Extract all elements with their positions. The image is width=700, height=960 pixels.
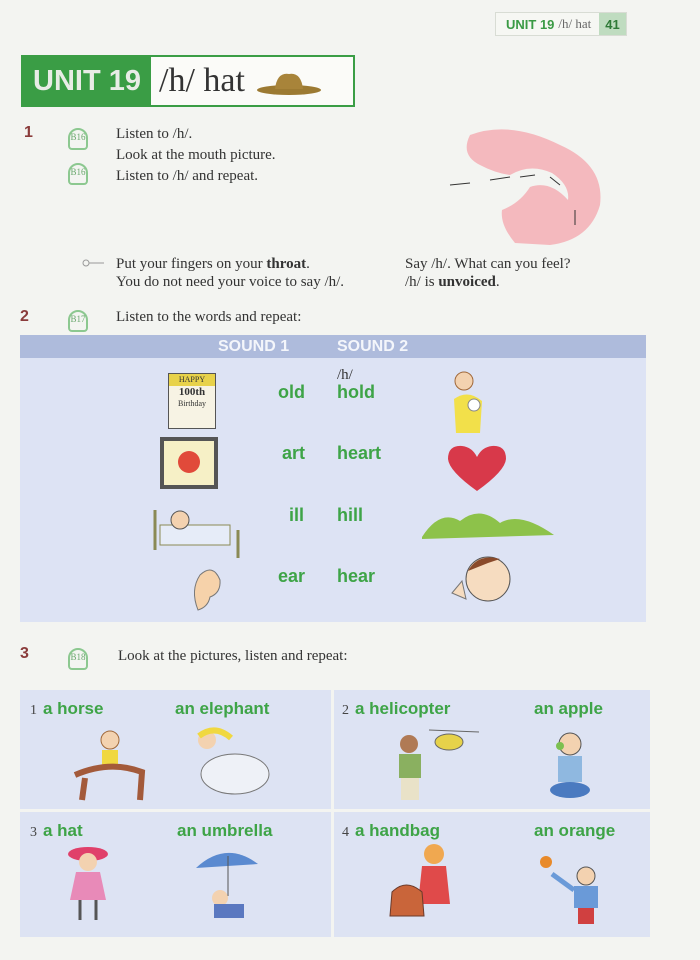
section-2-number: 2	[20, 308, 29, 325]
label-a: a helicopter	[355, 699, 451, 718]
birthday-card-image: HAPPY 100th Birthday	[168, 373, 216, 429]
girl-eating-apple-image	[542, 730, 602, 800]
unit-banner	[21, 55, 355, 107]
label-a: a handbag	[355, 821, 441, 840]
hat-icon	[255, 66, 323, 96]
unit-label: UNIT 19	[23, 57, 151, 105]
label-a: a horse	[43, 699, 104, 718]
section-1-instructions: Listen to /h/. Look at the mouth picture. Listen to /h/ and repeat.	[116, 126, 276, 184]
word-sound1: art	[282, 443, 306, 463]
boy-on-horse-image	[70, 730, 150, 802]
hill-image	[420, 503, 556, 543]
label-b: an elephant	[175, 699, 270, 718]
cd-icon[interactable]: B17	[68, 310, 88, 332]
word-sound1: ill	[289, 505, 305, 525]
word-sound2: hold	[337, 382, 375, 402]
word-sound1: old	[278, 382, 305, 402]
header-sound-1: SOUND 1	[218, 338, 290, 355]
woman-with-handbag-image	[386, 842, 470, 926]
cd-icon[interactable]: B18	[68, 648, 88, 670]
boy-listening-image	[448, 553, 512, 611]
minimal-pairs-table	[20, 335, 646, 622]
painting-image	[160, 437, 218, 489]
word-sound1: ear	[278, 566, 306, 586]
phoneme-label: /h/	[337, 367, 353, 383]
note-line-1: Put your fingers on your throat.	[116, 256, 310, 272]
note-line-2: You do not need your voice to say /h/.	[116, 274, 345, 290]
header-sound: /h/ hat	[558, 16, 592, 31]
unit-title: /h/ hat	[159, 62, 245, 99]
note-line-1-right: Say /h/. What can you feel?	[405, 256, 571, 272]
section-3-number: 3	[20, 645, 29, 662]
label-b: an umbrella	[177, 821, 273, 840]
header-unit: UNIT 19	[506, 16, 555, 32]
running-header	[495, 12, 627, 36]
picture-cell-2: 2 a helicopter an apple	[334, 690, 650, 809]
picture-cell-4: 4 a handbag an orange	[334, 812, 650, 937]
elephant-image	[185, 726, 275, 802]
boy-with-umbrella-image	[190, 846, 270, 926]
cd-icon[interactable]: B16	[68, 163, 88, 185]
header-sound-2: SOUND 2	[337, 338, 409, 355]
label-b: an apple	[534, 699, 603, 718]
section-1-number: 1	[24, 124, 33, 141]
word-sound2: hear	[337, 566, 376, 586]
boy-with-helicopter-image	[389, 724, 485, 804]
heart-image	[444, 443, 510, 493]
ear-image	[188, 565, 224, 613]
picture-cell-3: 3 a hat an umbrella	[20, 812, 331, 937]
page-number: 41	[599, 13, 625, 35]
key-icon	[82, 258, 106, 268]
label-a: a hat	[43, 821, 83, 840]
cd-icon[interactable]: B16	[68, 128, 88, 150]
girl-in-hat-image	[60, 844, 120, 924]
picture-cell-1: 1 a horse an elephant	[20, 690, 331, 809]
mother-holding-baby-image	[448, 369, 488, 435]
sick-boy-in-bed-image	[150, 500, 246, 562]
section-3-instruction: Look at the pictures, listen and repeat:	[118, 648, 348, 664]
word-sound2: heart	[337, 443, 382, 463]
boy-catching-orange-image	[534, 852, 614, 926]
label-b: an orange	[534, 821, 616, 840]
mouth-diagram-image	[440, 125, 605, 250]
section-2-instruction: Listen to the words and repeat:	[116, 309, 302, 325]
note-line-2-right: /h/ is unvoiced.	[405, 274, 500, 290]
word-sound2: hill	[337, 505, 363, 525]
